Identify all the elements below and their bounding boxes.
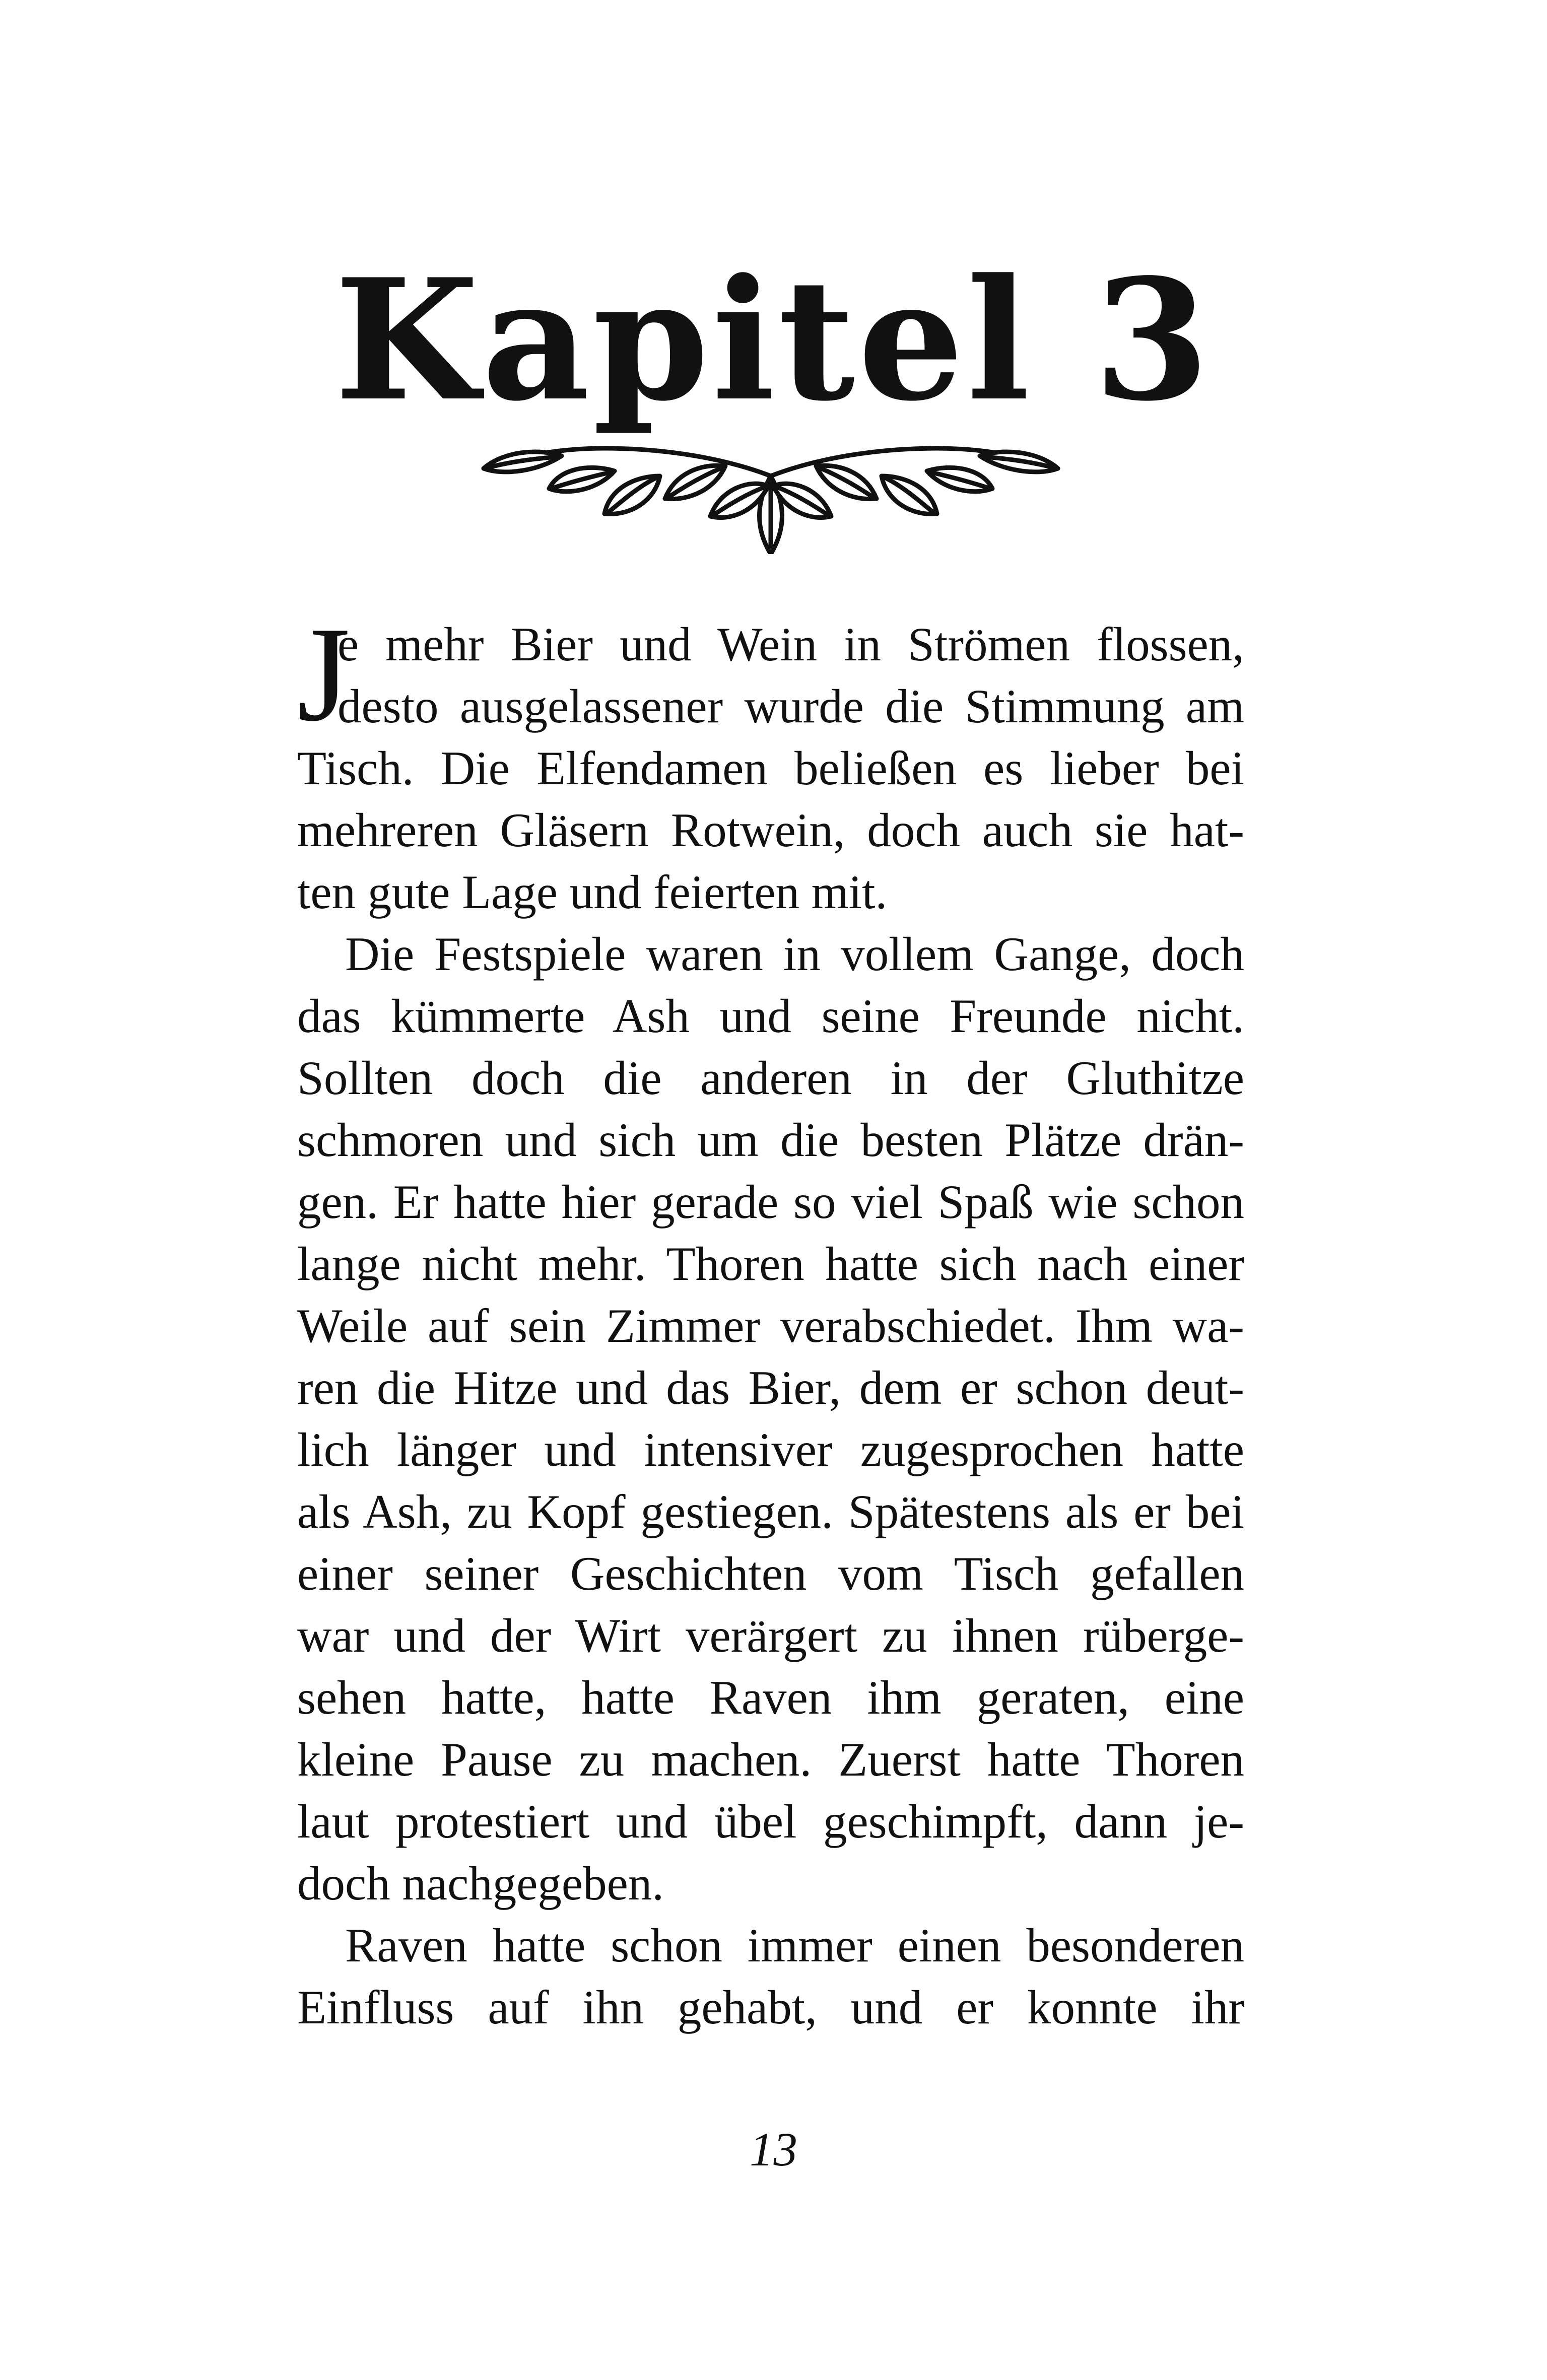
text-line: das kümmerte Ash und seine Freunde nicht.: [297, 989, 1244, 1043]
text-line: einer seiner Geschichten vom Tisch gefallen: [297, 1547, 1244, 1600]
text-line: e mehr Bier und Wein in Strömen flossen,: [338, 618, 1244, 671]
text-line: Einfluss auf ihn gehabt, und er konnte ihr: [297, 1981, 1244, 2034]
text-line: als Ash, zu Kopf gestiegen. Spätestens als er bei: [297, 1485, 1244, 1538]
text-line: schmoren und sich um die besten Plätze drän-: [297, 1113, 1244, 1167]
text-line: doch nachgegeben.: [297, 1857, 664, 1910]
text-line: Die Festspiele waren in vollem Gange, doch: [345, 927, 1244, 981]
text-line: gen. Er hatte hier gerade so viel Spaß wie schon: [297, 1175, 1244, 1229]
paragraph: [297, 1915, 1244, 2038]
text-line: lange nicht mehr. Thoren hatte sich nach einer: [297, 1237, 1244, 1290]
paragraph: [297, 599, 1244, 923]
text-line: lich länger und intensiver zugesprochen hatte: [297, 1423, 1244, 1476]
text-line: Sollten doch die anderen in der Gluthitze: [297, 1051, 1244, 1105]
text-line: mehreren Gläsern Rotwein, doch auch sie hat-: [297, 803, 1244, 857]
paragraph: [297, 923, 1244, 1915]
text-line: war und der Wirt verärgert zu ihnen rüberge-: [297, 1609, 1244, 1662]
text-line: kleine Pause zu machen. Zuerst hatte Thoren: [297, 1733, 1244, 1786]
text-line: Raven hatte schon immer einen besonderen: [345, 1919, 1244, 1972]
text-line: sehen hatte, hatte Raven ihm geraten, eine: [297, 1671, 1244, 1724]
page-number: 13: [750, 2123, 797, 2176]
text-line: Weile auf sein Zimmer verabschiedet. Ihm wa-: [297, 1299, 1244, 1352]
drop-cap: J: [297, 599, 351, 750]
chapter-body: [297, 599, 1244, 2038]
leaf-vine-ornament-icon: [474, 428, 1068, 554]
text-line: ten gute Lage und feierten mit.: [297, 865, 888, 919]
text-line: Tisch. Die Elfendamen beließen es lieber bei: [297, 741, 1244, 795]
text-line: desto ausgelassener wurde die Stimmung am: [338, 679, 1244, 733]
text-line: ren die Hitze und das Bier, dem er schon deut-: [297, 1361, 1244, 1414]
chapter-title: Kapitel 3: [334, 242, 1213, 438]
text-line: laut protestiert und übel geschimpft, dann je-: [297, 1795, 1244, 1848]
